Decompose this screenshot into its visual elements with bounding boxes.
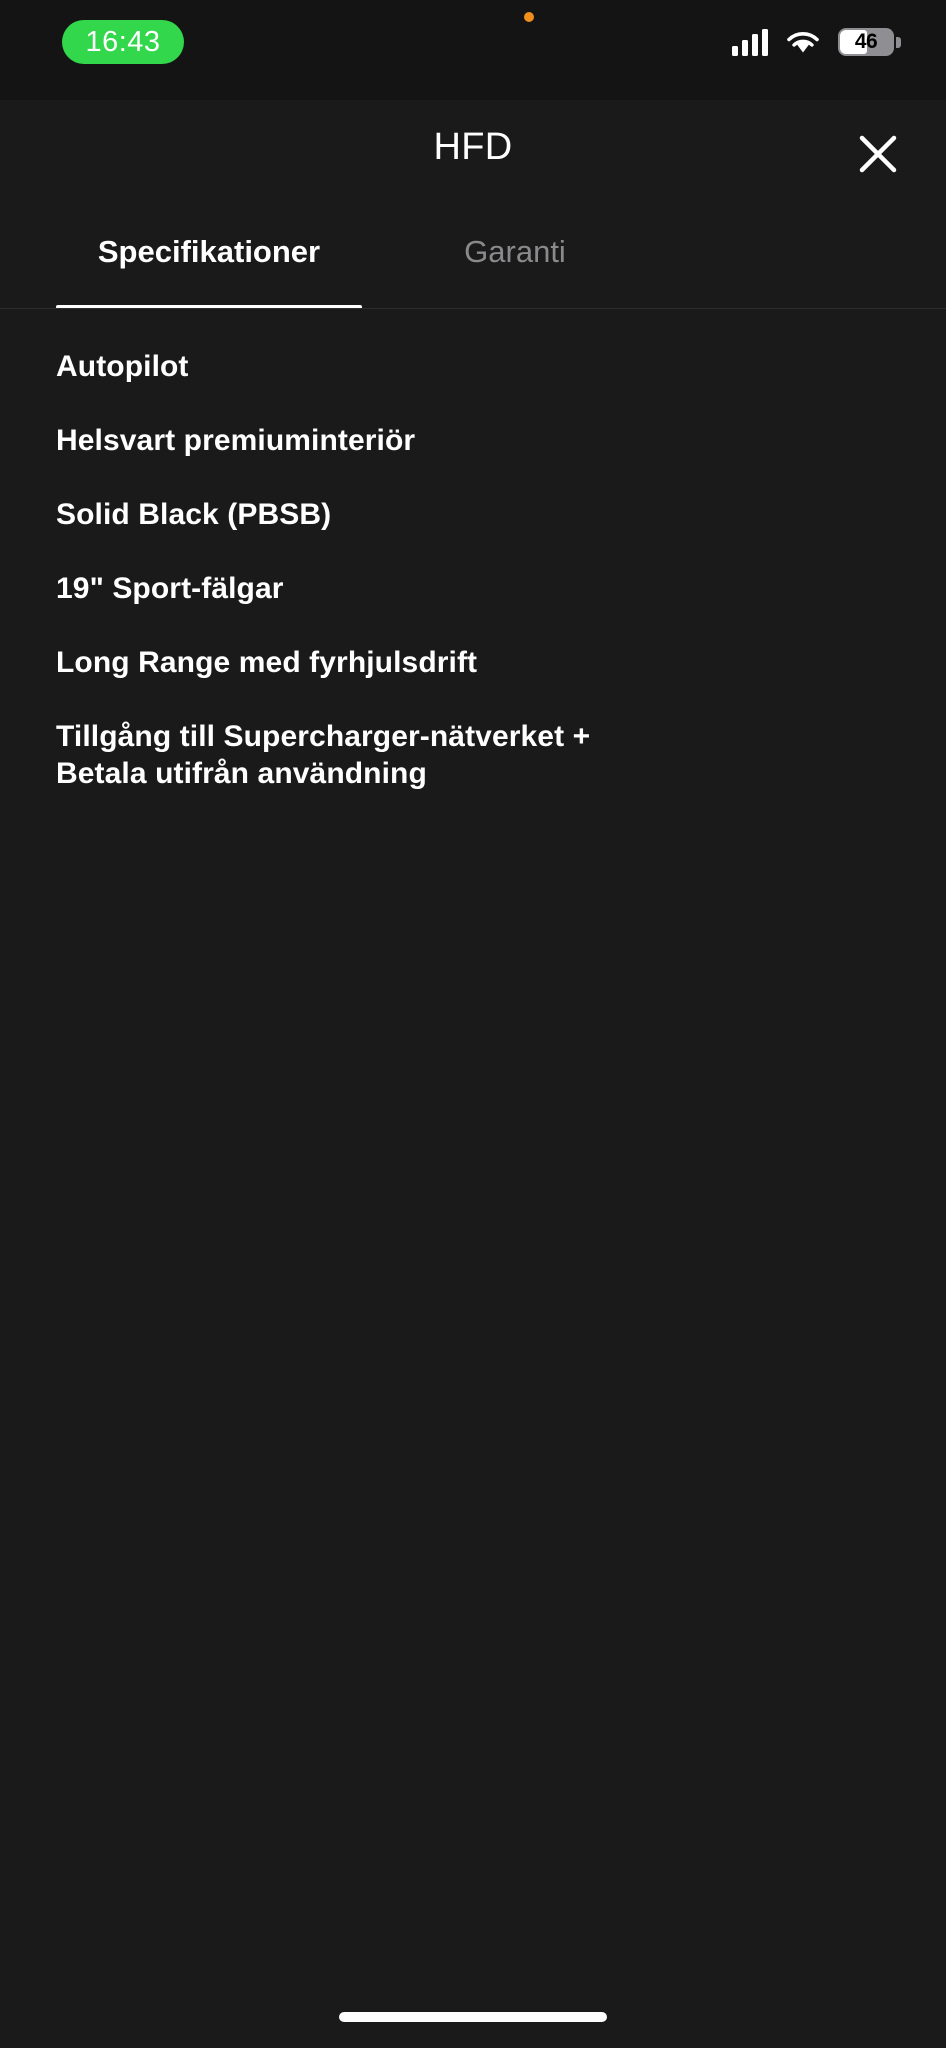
wifi-icon (785, 29, 821, 56)
battery-percent: 46 (854, 30, 878, 53)
header-bar (0, 100, 946, 212)
status-time: 16:43 (85, 25, 161, 58)
tab-specifikationer[interactable] (56, 212, 362, 310)
tab-bar (0, 212, 946, 310)
page-title: HFD (433, 126, 513, 168)
list-item: Long Range med fyrhjulsdrift (56, 646, 478, 679)
status-bar (0, 0, 946, 100)
specifications-list (0, 330, 946, 1928)
status-icons (732, 28, 894, 56)
home-indicator[interactable] (339, 2012, 607, 2022)
cellular-signal-icon (732, 29, 768, 56)
list-item: Solid Black (PBSB) (56, 498, 332, 531)
battery-icon (838, 28, 894, 56)
list-item: Tillgång till Supercharger-nätverket + Betala utifrån användning (56, 720, 591, 790)
list-item: 19" Sport-fälgar (56, 572, 284, 605)
tab-garanti-label: Garanti (464, 234, 566, 269)
close-icon[interactable] (848, 124, 908, 184)
list-item: Autopilot (56, 350, 189, 383)
orange-dot-icon (524, 12, 534, 22)
list-item: Helsvart premiuminteriör (56, 424, 416, 457)
tab-divider (0, 308, 946, 309)
tab-garanti[interactable] (362, 212, 668, 310)
tab-specifikationer-label: Specifikationer (97, 234, 321, 269)
status-time-pill (62, 20, 184, 64)
